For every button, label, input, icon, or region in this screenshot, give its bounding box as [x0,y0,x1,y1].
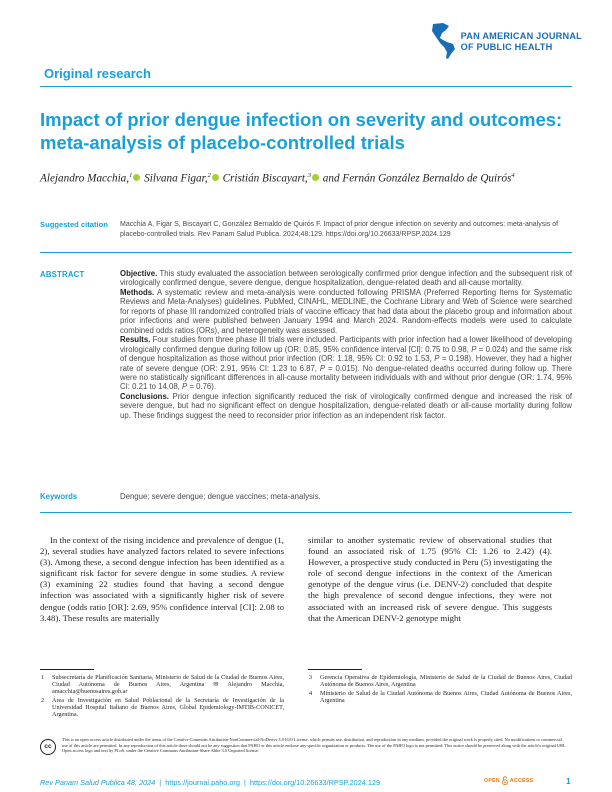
footnote-text: Área de Investigación en Salud Poblacional de la Secretaría de Investigación de la Universidad Hospital Italiano de Buenos Aires, Global Epidemiology-IMTIB-CONICET, Argentina. [52,697,284,719]
p-value-symbol: P [471,344,477,354]
journal-url-link[interactable]: https://journal.paho.org [165,778,240,787]
open-access-badge [484,776,533,785]
p-value-symbol: P [319,363,326,373]
objective-heading: Objective. [120,269,158,278]
footnote [309,674,572,689]
author-name: Cristián Biscayart, [222,172,308,185]
author-affiliation-sup: 4 [511,172,515,179]
footnote-divider [40,669,94,670]
p-value-symbol: P [181,382,188,392]
doi-link[interactable]: https://doi.org/10.26633/RPSP.2024.129 [249,778,381,787]
journal-reference: Rev Panam Salud Publica 48, 2024 [40,778,156,787]
author-name: and Fernán González Bernaldo de Quirós [322,172,512,185]
body-column-right: similar to another systematic review of observational studies that found an associated risk of 1.75 (95% CI: 1.26 to 2.42) (4). However, a prospective study conducted in Peru (5) investigating the role of second dengue infections in the context of the American genotype of the dengue virus (i.e. DENV-2) concluded that despite the high prevalence of second dengue infections, they were not associated with an increased risk of severe dengue. This suggests that the American DENV-2 genotype might [308,535,552,623]
page-footer [40,778,380,787]
footnote-number: 4 [309,690,313,697]
p-value-symbol: P [434,354,440,364]
results-text: = 0.024) and the same risk of dengue hospitalization as those without prior infection (OR: 1.18, 95% CI: 0.92 to 1.53, [120,344,573,364]
section-divider [40,86,572,87]
abstract-label: ABSTRACT [40,270,85,279]
journal-logo [429,22,582,60]
footnote-text: Ministerio de Salud de la Ciudad Autónoma de Buenos Aires, Ciudad Autónoma de Buenos Aires, Argentina [320,690,572,705]
citation-label: Suggested citation [40,220,108,229]
abstract-methods [120,288,572,335]
results-text: Four studies from three phase III trials were included. Participants with prior infection had a lower likelihood of developing virologically confirmed dengue during follow up (OR: 0.85, 95% confidence interval [CI]: 0.75 to 0.98, [120,335,572,354]
journal-name [461,31,582,53]
footer-separator: | [243,778,246,787]
abstract-objective [120,269,572,288]
methods-text: A systematic review and meta-analysis were conducted following PRISMA (Preferred Reporting Items for Systematic Reviews and Meta-Analyses) guidelines. PubMed, CINAHL, MEDLINE, the Cochrane Library and Web of Science were searched for reports of phase III randomized controlled trials of vaccine efficacy that had data about the placebo group and information about prior infections and were published between January 1994 and March 2024. Random-effects models were used to calculate combined odds ratios (ORs), and heterogeneity was assessed. [120,287,572,335]
objective-text: This study evaluated the association between serologically confirmed prior dengue infection and the subsequent risk of virologically confirmed dengue, severe dengue, dengue hospitalization, dengue-related death and all-cause mortality. [120,269,572,288]
journal-name-line2: OF PUBLIC HEALTH [460,42,553,52]
section-label: Original research [44,66,151,81]
results-text: = 0.015). No dengue-related deaths occurred during follow up. There were no statistically significant differences in all-cause mortality between individuals with and without prior dengue (OR: 1.74, 95% CI: 0.21 to 14.08, [120,363,573,392]
abstract-results [120,335,572,392]
footnote [41,674,284,696]
footer-separator: | [159,778,162,787]
keywords-label: Keywords [40,492,78,501]
conclusions-text: Prior dengue infection significantly reduced the risk of virologically confirmed dengue and increased the risk of severe dengue, but had no significant effect on dengue hospitalization, dengue-related death or all-cause mortality during follow up. These findings suggest the need to reconsider prior infection as an independent risk factor. [120,391,572,420]
abstract-conclusions [120,392,572,420]
open-access-label-left: OPEN [484,777,500,784]
orcid-icon[interactable] [212,174,219,181]
results-heading: Results. [120,335,151,345]
author-list [40,172,580,185]
citation-text: Macchia A, Figar S, Biscayart C, González Bernaldo de Quirós F. Impact of prior dengue infection on severity and outcomes: meta-analysis of placebo-controlled trials. Rev Panam Salud Publica. 2024;48:129. https://doi.org/10.26633/RPSP.2024.129 [120,221,559,238]
journal-name-line1: PAN AMERICAN JOURNAL [460,31,582,41]
keywords-divider [40,512,572,513]
author-affiliation-sup: 2 [207,172,211,179]
citation-divider [40,252,572,253]
methods-heading: Methods. [120,287,155,297]
author-affiliation-sup: 1 [129,172,133,179]
open-access-label-right: ACCESS [509,777,534,784]
page-number: 1 [566,777,571,786]
footnote-number: 1 [41,674,45,681]
keywords-text: Dengue; severe dengue; dengue vaccines; meta-analysis. [120,492,321,501]
orcid-icon[interactable] [312,174,319,181]
author-name: Silvana Figar, [144,172,208,185]
orcid-icon[interactable] [133,174,140,181]
americas-map-icon [429,22,459,60]
results-text: = 0.198). However, they had a higher rate of severe dengue (OR: 2.91, 95% CI: 1.23 to 6.87, [120,354,572,373]
author-name: Alejandro Macchia, [40,172,130,185]
footnote-text: Subsecretaría de Planificación Sanitaria, Ministerio de Salud de la Ciudad de Buenos Aires, Ciudad Autónoma de Buenos Aires, Argentina ✉ Alejandro Macchia, amacchia@buenosaires.gob.ar [52,674,284,696]
footnote-number: 3 [309,674,313,681]
open-lock-icon [502,776,508,785]
footnote [41,697,284,719]
license-notice [40,737,572,757]
abstract-body [120,269,572,420]
article-title: Impact of prior dengue infection on severity and outcomes: meta-analysis of placebo-controlled trials [40,109,563,153]
footnote-text: Gerencia Operativa de Epidemiología, Ministerio de Salud de la Ciudad de Buenos Aires, Ciudad Autónoma de Buenos Aires, Argentina [320,674,572,689]
footnote-divider [308,669,362,670]
license-text: This is an open access article distributed under the terms of the Creative Commons Attribution-NonCommercial-NoDerivs 3.0 IGO License, which permits use, distribution, and reproduction in any medium, provided the original work is properly cited. No modifications or commercial use of this article are permitted. In any reproduction of this article there should not be any suggestion that PAHO or this article endorse any specific organization or products. The use of the PAHO logo is not permitted. This notice should be preserved along with the article's original URL. Open access logo and text by PLoS, under the Creative Commons Attribution-Share Alike 3.0 Unported license. [62,737,567,754]
footnote [309,690,572,705]
creative-commons-icon[interactable]: cc [40,739,56,755]
conclusions-heading: Conclusions. [120,391,169,401]
results-text: = 0.76). [187,382,217,392]
author-affiliation-sup: 3 [307,172,311,179]
footnote-number: 2 [41,697,45,704]
body-column-left: In the context of the rising incidence and prevalence of dengue (1, 2), several studies have analyzed factors related to severe infections (3). Among these, a second dengue infection has been identified as a significant risk factor for severe dengue in some studies. A review (3) examining 22 studies found that having a second dengue infection was associated with a significantly higher risk of severe dengue (odds ratio [OR]: 2.69, 95% confidence interval [CI]: 2.08 to 3.48). These results are materially [40,535,284,623]
